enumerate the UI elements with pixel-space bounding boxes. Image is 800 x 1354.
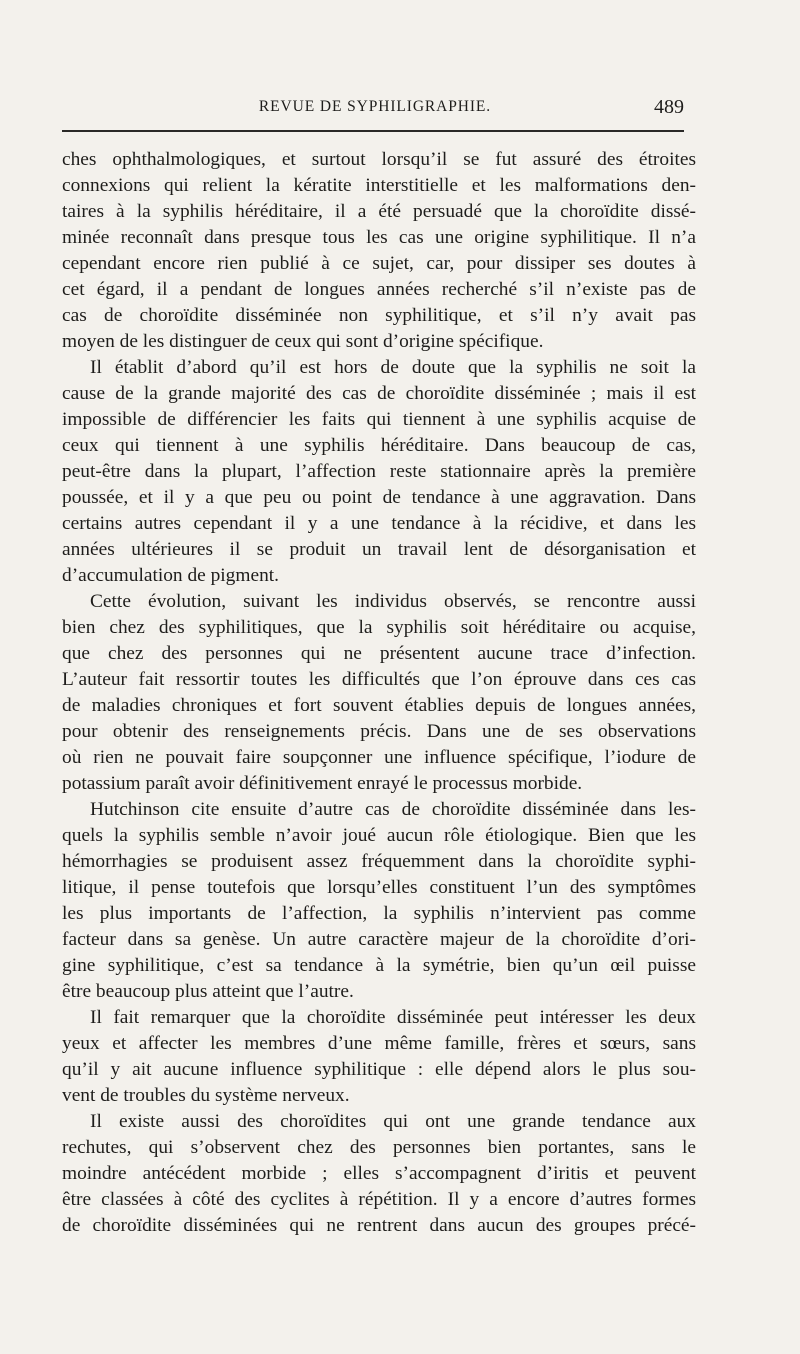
text-line: Il fait remarquer que la choroïdite disséminée peut intéresser les deux (90, 1007, 696, 1028)
text-line: facteur dans sa genèse. Un autre caractère majeur de la choroïdite d’ori- (62, 929, 696, 950)
text-line: où rien ne pouvait faire soupçonner une influence spécifique, l’iodure de (62, 747, 696, 768)
running-title: REVUE DE SYPHILIGRAPHIE. (258, 98, 492, 115)
text-line: ceux qui tiennent à une syphilis héréditaire. Dans beaucoup de cas, (62, 435, 696, 456)
text-line: cet égard, il a pendant de longues années recherché s’il n’existe pas de (62, 279, 696, 300)
text-line: cas de choroïdite disséminée non syphilitique, et s’il n’y avait pas (62, 305, 696, 326)
paragraph-3 (62, 589, 696, 797)
text-line: être beaucoup plus atteint que l’autre. (62, 981, 354, 1002)
text-line: Il existe aussi des choroïdites qui ont une grande tendance aux (90, 1111, 696, 1132)
text-line: peut-être dans la plupart, l’affection reste stationnaire après la première (62, 461, 696, 482)
text-line: gine syphilitique, c’est sa tendance à la symétrie, bien qu’un œil puisse (62, 955, 696, 976)
text-line: certains autres cependant il y a une tendance à la récidive, et dans les (62, 513, 696, 534)
text-line: de choroïdite disséminées qui ne rentrent dans aucun des groupes précé- (62, 1215, 696, 1236)
text-line: yeux et affecter les membres d’une même famille, frères et sœurs, sans (62, 1033, 696, 1054)
text-line: moyen de les distinguer de ceux qui sont d’origine spécifique. (62, 331, 544, 352)
text-line: poussée, et il y a que peu ou point de tendance à une aggravation. Dans (62, 487, 696, 508)
text-line: Il établit d’abord qu’il est hors de doute que la syphilis ne soit la (90, 357, 696, 378)
text-line: moindre antécédent morbide ; elles s’accompagnent d’iritis et peuvent (62, 1163, 696, 1184)
page-number: 489 (654, 96, 684, 118)
text-line: cause de la grande majorité des cas de choroïdite disséminée ; mais il est (62, 383, 696, 404)
body-text (62, 147, 696, 1239)
text-line: bien chez des syphilitiques, que la syphilis soit héréditaire ou acquise, (62, 617, 696, 638)
text-line: taires à la syphilis héréditaire, il a été persuadé que la choroïdite dissé- (62, 201, 696, 222)
text-line: d’accumulation de pigment. (62, 565, 279, 586)
text-line: cependant encore rien publié à ce sujet, car, pour dissiper ses doutes à (62, 253, 696, 274)
text-line: que chez des personnes qui ne présentent aucune trace d’infection. (62, 643, 696, 664)
paragraph-2 (62, 355, 696, 589)
text-line: ches ophthalmologiques, et surtout lorsqu’il se fut assuré des étroites (62, 149, 696, 170)
text-line: quels la syphilis semble n’avoir joué aucun rôle étiologique. Bien que les (62, 825, 696, 846)
text-line: Hutchinson cite ensuite d’autre cas de choroïdite disséminée dans les- (90, 799, 696, 820)
paragraph-6 (62, 1109, 696, 1239)
text-line: connexions qui relient la kératite interstitielle et les malformations den- (62, 175, 696, 196)
text-line: être classées à côté des cyclites à répétition. Il y a encore d’autres formes (62, 1189, 696, 1210)
text-line: litique, il pense toutefois que lorsqu’elles constituent l’un des symptômes (62, 877, 696, 898)
header-rule (62, 130, 684, 132)
text-line: potassium paraît avoir définitivement enrayé le processus morbide. (62, 773, 583, 794)
running-head (60, 96, 690, 122)
text-line: Cette évolution, suivant les individus observés, se rencontre aussi (90, 591, 696, 612)
text-line: vent de troubles du système nerveux. (62, 1085, 350, 1106)
paragraph-4 (62, 797, 696, 1005)
text-line: minée reconnaît dans presque tous les cas une origine syphilitique. Il n’a (62, 227, 696, 248)
text-line: hémorrhagies se produisent assez fréquemment dans la choroïdite syphi- (62, 851, 696, 872)
paragraph-1 (62, 147, 696, 355)
text-line: pour obtenir des renseignements précis. Dans une de ses observations (62, 721, 696, 742)
text-line: les plus importants de l’affection, la syphilis n’intervient pas comme (62, 903, 696, 924)
text-line: de maladies chroniques et fort souvent établies depuis de longues années, (62, 695, 696, 716)
paragraph-5 (62, 1005, 696, 1109)
text-line: impossible de différencier les faits qui tiennent à une syphilis acquise de (62, 409, 696, 430)
text-line: qu’il y ait aucune influence syphilitique : elle dépend alors le plus sou- (62, 1059, 696, 1080)
text-line: rechutes, qui s’observent chez des personnes bien portantes, sans le (62, 1137, 696, 1158)
text-line: années ultérieures il se produit un travail lent de désorganisation et (62, 539, 696, 560)
text-line: L’auteur fait ressortir toutes les difficultés que l’on éprouve dans ces cas (62, 669, 696, 690)
